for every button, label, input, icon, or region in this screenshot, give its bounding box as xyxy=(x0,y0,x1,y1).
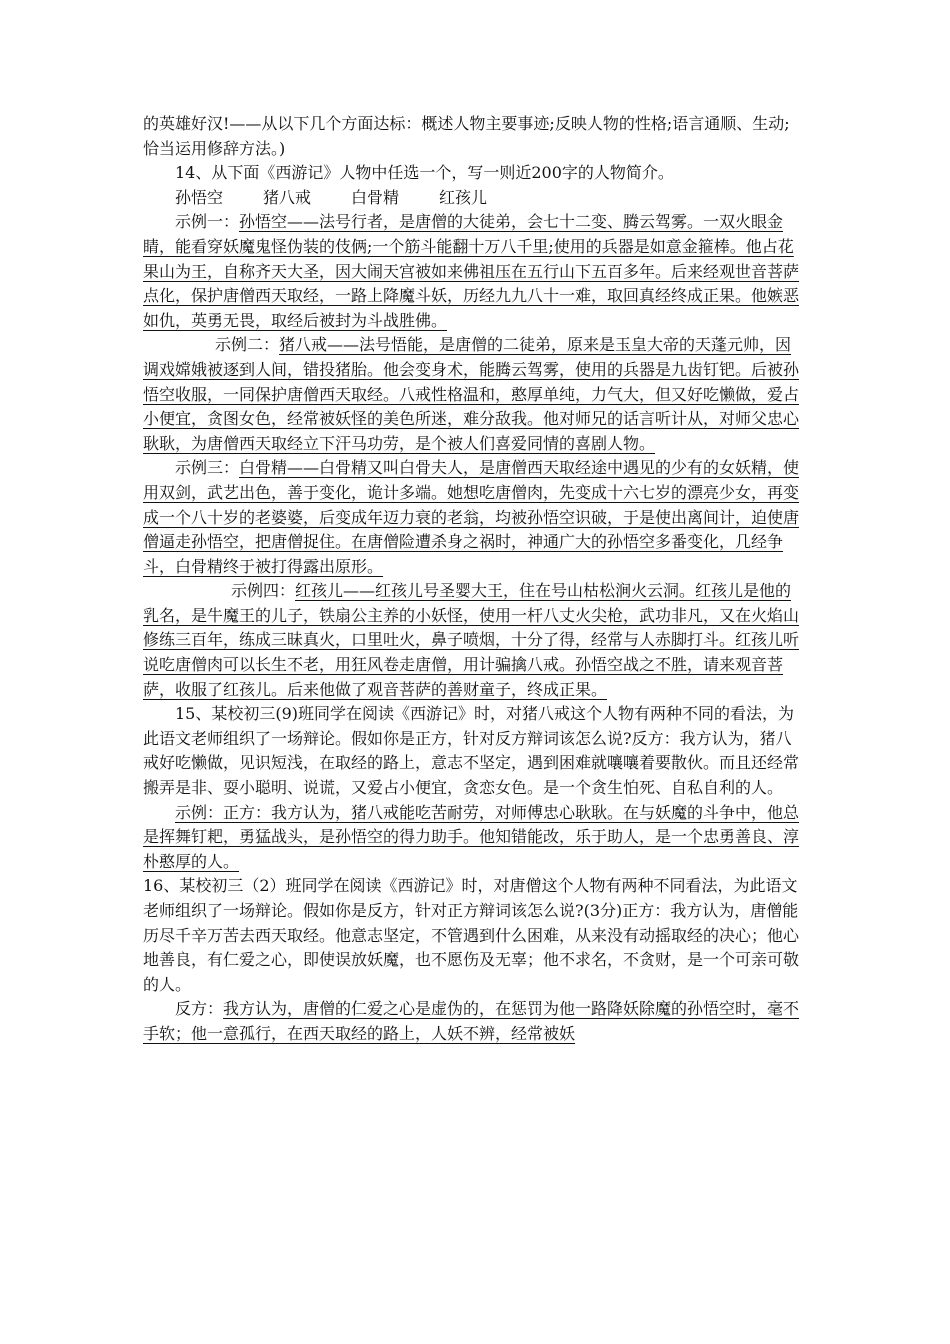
document-page xyxy=(143,112,803,1047)
example-2-text: 猪八戒——法号悟能，是唐僧的二徒弟，原来是玉皇大帝的天蓬元帅，因调戏嫦娥被逐到人间，错投猪胎。他会变身术，能腾云驾雾，使用的兵器是九齿钉钯。后被孙悟空收服，一同保护唐僧西天取经。八戒性格温和，憨厚单纯，力气大，但又好吃懒做，爱占小便宜，贪图女色，经常被妖怪的美色所迷，难分敌我。他对师兄的话言听计从，对师父忠心耿耿，为唐僧西天取经立下汗马功劳，是个被人们喜爱同情的喜剧人物。 xyxy=(143,335,800,453)
example-2-label: 示例二： xyxy=(215,335,280,355)
example-1 xyxy=(143,210,803,333)
q16-answer-label: 反方： xyxy=(175,999,224,1019)
name-baigujing: 白骨精 xyxy=(351,187,400,207)
example-4-label: 示例四： xyxy=(231,581,296,601)
q15-example-label: 示例： xyxy=(175,802,224,822)
intro-paragraph: 的英雄好汉!——从以下几个方面达标：概述人物主要事迹;反映人物的性格;语言通顺、生动;恰当运用修辞方法。) xyxy=(143,114,790,158)
q15-example-text: 正方：我方认为，猪八戒能吃苦耐劳，对师傅忠心耿耿。在与妖魔的斗争中，他总是挥舞钉耙，勇猛战头，是孙悟空的得力助手。他知错能改，乐于助人，是一个忠勇善良、淳朴憨厚的人。 xyxy=(143,802,800,871)
example-2 xyxy=(143,333,803,456)
q15-question: 15、某校初三(9)班同学在阅读《西游记》时，对猪八戒这个人物有两种不同的看法，为此语文老师组织了一场辩论。假如你是正方，针对反方辩词该怎么说?反方：我方认为，猪八戒好吃懒做，见识短浅，在取经的路上，意志不坚定，遇到困难就嚷嚷着要散伙。而且还经常搬弄是非、耍小聪明、说谎，又爱占小便宜，贪恋女色。是一个贪生怕死、自私自利的人。 xyxy=(143,704,800,798)
example-3-label: 示例三： xyxy=(175,458,240,478)
example-1-text: 孙悟空——法号行者，是唐僧的大徒弟，会七十二变、腾云驾雾。一双火眼金睛，能看穿妖魔鬼怪伪装的伎俩;一个筋斗能翻十万八千里;使用的兵器是如意金箍棒。他占花果山为王，自称齐天大圣，因大闹天宫被如来佛祖压在五行山下五百多年。后来经观世音菩萨点化，保护唐僧西天取经，一路上降魔斗妖，历经九九八十一难，取回真经终成正果。他嫉恶如仇，英勇无畏，取经后被封为斗战胜佛。 xyxy=(143,212,800,330)
q14-character-names xyxy=(143,186,803,211)
example-4-text: 红孩儿——红孩儿号圣婴大王，住在号山枯松涧火云洞。红孩儿是他的乳名，是牛魔王的儿子，铁扇公主养的小妖怪，使用一杆八丈火尖枪，武功非凡，又在火焰山修练三百年，练成三昧真火，口里吐火，鼻子喷烟，十分了得，经常与人赤脚打斗。红孩儿听说吃唐僧肉可以长生不老，用狂风卷走唐僧，用计骗擒八戒。孙悟空战之不胜，请来观音菩萨，收服了红孩儿。后来他做了观音菩萨的善财童子，终成正果。 xyxy=(143,581,800,699)
name-honghaier: 红孩儿 xyxy=(439,187,488,207)
name-sunwukong: 孙悟空 xyxy=(175,187,224,207)
q16-answer-text: 我方认为，唐僧的仁爱之心是虚伪的，在惩罚为他一路降妖除魔的孙悟空时，毫不手软；他一意孤行，在西天取经的路上，人妖不辨，经常被妖 xyxy=(143,999,800,1043)
example-1-label: 示例一： xyxy=(175,212,240,232)
q15-example xyxy=(143,801,803,875)
name-zhubajie: 猪八戒 xyxy=(263,187,312,207)
example-3-text: 白骨精——白骨精又叫白骨夫人，是唐僧西天取经途中遇见的少有的女妖精，使用双剑，武艺出色，善于变化，诡计多端。她想吃唐僧肉，先变成十六七岁的漂亮少女，再变成一个八十岁的老婆婆，后变成年迈力衰的老翁，均被孙悟空识破，于是使出离间计，迫使唐僧逼走孙悟空，把唐僧捉住。在唐僧险遭杀身之祸时，神通广大的孙悟空多番变化，几经争斗，白骨精终于被打得露出原形。 xyxy=(143,458,800,576)
example-3 xyxy=(143,456,803,579)
example-4 xyxy=(143,579,803,702)
q16-question: 16、某校初三（2）班同学在阅读《西游记》时，对唐僧这个人物有两种不同看法，为此语文老师组织了一场辩论。假如你是反方，针对正方辩词该怎么说?(3分)正方：我方认为，唐僧能历尽千辛万苦去西天取经。他意志坚定，不管遇到什么困难，从来没有动摇取经的决心；他心地善良，有仁爱之心，即使误放妖魔，也不愿伤及无辜；他不求名，不贪财，是一个可亲可敬的人。 xyxy=(143,876,800,994)
q14-question: 14、从下面《西游记》人物中任选一个，写一则近200字的人物简介。 xyxy=(175,163,674,183)
q16-answer xyxy=(143,997,803,1046)
